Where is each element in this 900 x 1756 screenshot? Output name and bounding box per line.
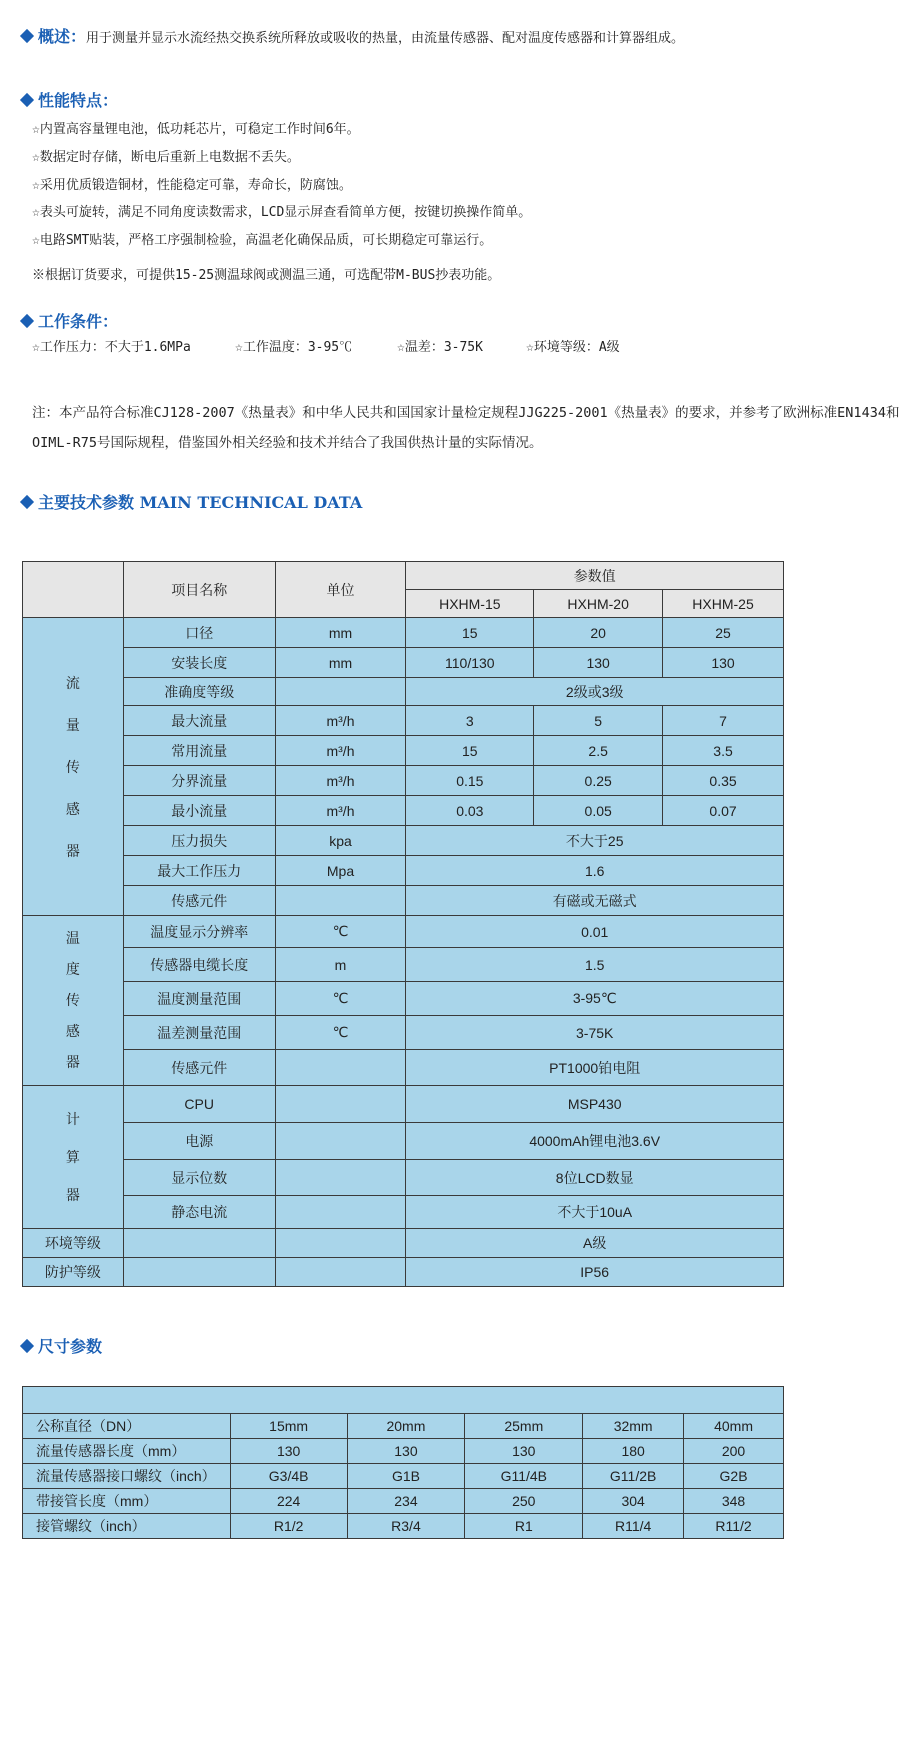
tech-data-table [22, 561, 784, 1287]
dims-value: 234 [347, 1489, 465, 1514]
feature-remark: ※根据订货要求，可提供15-25测温球阀或测温三通，可选配带M-BUS抄表功能。 [32, 268, 501, 283]
diamond-bullet-icon [20, 1339, 34, 1353]
param-value: 2.5 [534, 736, 663, 766]
param-value: 130 [663, 648, 784, 678]
param-name: 最大流量 [123, 706, 275, 736]
features-heading: 性能特点： [38, 91, 119, 110]
dims-value: R11/4 [583, 1514, 684, 1539]
dims-value: G11/2B [583, 1464, 684, 1489]
dims-value: 348 [684, 1489, 784, 1514]
dims-row-label: 流量传感器长度（mm） [23, 1439, 231, 1464]
dims-header-band [23, 1387, 784, 1414]
header-unit: 单位 [275, 562, 406, 618]
diamond-bullet-icon [20, 93, 34, 107]
header-model: HXHM-25 [663, 590, 784, 618]
dims-row-label: 公称直径（DN） [23, 1414, 231, 1439]
param-unit: m³/h [275, 706, 406, 736]
dims-value: 130 [465, 1439, 583, 1464]
param-value: 110/130 [406, 648, 534, 678]
dims-row-label: 接管螺纹（inch） [23, 1514, 231, 1539]
param-value: 0.15 [406, 766, 534, 796]
param-value: 不大于10uA [406, 1196, 784, 1229]
param-value: 有磁或无磁式 [406, 886, 784, 916]
param-name: 准确度等级 [123, 678, 275, 706]
param-value: 25 [663, 618, 784, 648]
param-name: 传感器电缆长度 [123, 948, 275, 982]
param-value: 0.03 [406, 796, 534, 826]
param-unit: mm [275, 648, 406, 678]
param-name: 安装长度 [123, 648, 275, 678]
param-unit: ℃ [275, 1016, 406, 1050]
param-unit: ℃ [275, 916, 406, 948]
overview-section [22, 24, 684, 47]
param-unit: mm [275, 618, 406, 648]
param-value: 15 [406, 736, 534, 766]
dims-value: 15mm [230, 1414, 347, 1439]
param-name: 传感元件 [123, 1050, 275, 1086]
param-name: 压力损失 [123, 826, 275, 856]
header-item-name: 项目名称 [123, 562, 275, 618]
param-value: 20 [534, 618, 663, 648]
group-calculator: 计 算 器 [23, 1086, 124, 1229]
param-value: 3.5 [663, 736, 784, 766]
param-name: 传感元件 [123, 886, 275, 916]
param-name: 温度显示分辨率 [123, 916, 275, 948]
param-value: 0.25 [534, 766, 663, 796]
empty-cell [123, 1229, 275, 1258]
param-value: 1.5 [406, 948, 784, 982]
overview-colon: ： [70, 27, 87, 46]
dims-value: G1B [347, 1464, 465, 1489]
param-value: 15 [406, 618, 534, 648]
dims-value: R11/2 [684, 1514, 784, 1539]
param-name: 静态电流 [123, 1196, 275, 1229]
diamond-bullet-icon [20, 29, 34, 43]
feature-item: ☆电路SMT贴装，严格工序强制检验，高温老化确保品质，可长期稳定可靠运行。 [32, 233, 493, 248]
param-unit: Mpa [275, 856, 406, 886]
param-unit: m³/h [275, 736, 406, 766]
feature-item: ☆表头可旋转，满足不同角度读数需求，LCD显示屏查看简单方便，按键切换操作简单。 [32, 205, 532, 220]
param-value: 7 [663, 706, 784, 736]
param-value: 3-95℃ [406, 982, 784, 1016]
group-flow-sensor: 流 量 传 感 器 [23, 618, 124, 916]
param-name: 分界流量 [123, 766, 275, 796]
protection-level-value: IP56 [406, 1258, 784, 1287]
param-value: 3-75K [406, 1016, 784, 1050]
dims-heading: 尺寸参数 [38, 1337, 103, 1356]
param-value: 1.6 [406, 856, 784, 886]
feature-item: ☆内置高容量锂电池，低功耗芯片，可稳定工作时间6年。 [32, 122, 360, 137]
features-heading-row [22, 88, 118, 111]
protection-level-label: 防护等级 [23, 1258, 124, 1287]
dims-value: G11/4B [465, 1464, 583, 1489]
dims-value: 32mm [583, 1414, 684, 1439]
param-name: 最大工作压力 [123, 856, 275, 886]
param-unit: kpa [275, 826, 406, 856]
param-value: 0.35 [663, 766, 784, 796]
dims-value: 25mm [465, 1414, 583, 1439]
dims-value: G3/4B [230, 1464, 347, 1489]
param-name: 温差测量范围 [123, 1016, 275, 1050]
empty-cell [275, 1229, 406, 1258]
tech-heading-row [22, 490, 362, 513]
param-name: CPU [123, 1086, 275, 1123]
param-unit [275, 1160, 406, 1196]
param-value: 3 [406, 706, 534, 736]
conditions-heading-row [22, 309, 118, 332]
dimensions-table [22, 1386, 784, 1539]
dims-value: 20mm [347, 1414, 465, 1439]
feature-item: ☆数据定时存储，断电后重新上电数据不丢失。 [32, 150, 300, 165]
param-value: 5 [534, 706, 663, 736]
condition-env-level: ☆环境等级：A级 [526, 340, 620, 355]
param-name: 显示位数 [123, 1160, 275, 1196]
tech-heading: 主要技术参数 MAIN TECHNICAL DATA [38, 493, 363, 512]
conditions-heading: 工作条件： [38, 312, 119, 331]
param-unit [275, 1196, 406, 1229]
param-value: 130 [534, 648, 663, 678]
param-unit [275, 1050, 406, 1086]
dims-value: R1 [465, 1514, 583, 1539]
param-unit: m³/h [275, 796, 406, 826]
condition-temp-diff: ☆温差：3-75K [397, 340, 483, 355]
dims-value: 224 [230, 1489, 347, 1514]
dims-value: 200 [684, 1439, 784, 1464]
feature-item: ☆采用优质锻造铜材，性能稳定可靠，寿命长，防腐蚀。 [32, 178, 352, 193]
param-value: 0.01 [406, 916, 784, 948]
overview-heading: 概述 [38, 27, 71, 46]
dims-row-label: 带接管长度（mm） [23, 1489, 231, 1514]
header-values: 参数值 [406, 562, 784, 590]
dims-value: G2B [684, 1464, 784, 1489]
dims-value: 130 [347, 1439, 465, 1464]
param-value: MSP430 [406, 1086, 784, 1123]
diamond-bullet-icon [20, 314, 34, 328]
dims-value: 180 [583, 1439, 684, 1464]
param-value: 0.05 [534, 796, 663, 826]
param-unit [275, 1123, 406, 1160]
empty-cell [275, 1258, 406, 1287]
dims-value: 40mm [684, 1414, 784, 1439]
dims-heading-row [22, 1334, 102, 1357]
condition-pressure: ☆工作压力：不大于1.6MPa [32, 340, 191, 355]
dims-value: 130 [230, 1439, 347, 1464]
header-model: HXHM-20 [534, 590, 663, 618]
dims-value: 250 [465, 1489, 583, 1514]
param-value: PT1000铂电阻 [406, 1050, 784, 1086]
corner-cell [23, 562, 124, 618]
env-level-value: A级 [406, 1229, 784, 1258]
param-name: 电源 [123, 1123, 275, 1160]
dims-value: 304 [583, 1489, 684, 1514]
param-unit [275, 1086, 406, 1123]
param-unit: m³/h [275, 766, 406, 796]
diamond-bullet-icon [20, 495, 34, 509]
param-value: 0.07 [663, 796, 784, 826]
standards-note: 注：本产品符合标准CJ128-2007《热量表》和中华人民共和国国家计量检定规程JJG225-2001《热量表》的要求，并参考了欧洲标准EN1434和OIML-R75号国际规程，借鉴国外相关经验和技术并结合了我国供热计量的实际情况。 [32, 405, 900, 451]
dims-value: R3/4 [347, 1514, 465, 1539]
header-model: HXHM-15 [406, 590, 534, 618]
param-value: 不大于25 [406, 826, 784, 856]
param-unit [275, 678, 406, 706]
param-unit: ℃ [275, 982, 406, 1016]
param-value: 2级或3级 [406, 678, 784, 706]
param-name: 常用流量 [123, 736, 275, 766]
param-unit [275, 886, 406, 916]
param-value: 4000mAh锂电池3.6V [406, 1123, 784, 1160]
env-level-label: 环境等级 [23, 1229, 124, 1258]
group-temp-sensor: 温 度 传 感 器 [23, 916, 124, 1086]
overview-text: 用于测量并显示水流经热交换系统所释放或吸收的热量，由流量传感器、配对温度传感器和计算器组成。 [86, 31, 685, 46]
param-name: 口径 [123, 618, 275, 648]
param-value: 8位LCD数显 [406, 1160, 784, 1196]
param-name: 温度测量范围 [123, 982, 275, 1016]
condition-temperature: ☆工作温度：3-95℃ [235, 340, 353, 355]
dims-value: R1/2 [230, 1514, 347, 1539]
empty-cell [123, 1258, 275, 1287]
param-unit: m [275, 948, 406, 982]
param-name: 最小流量 [123, 796, 275, 826]
dims-row-label: 流量传感器接口螺纹（inch） [23, 1464, 231, 1489]
